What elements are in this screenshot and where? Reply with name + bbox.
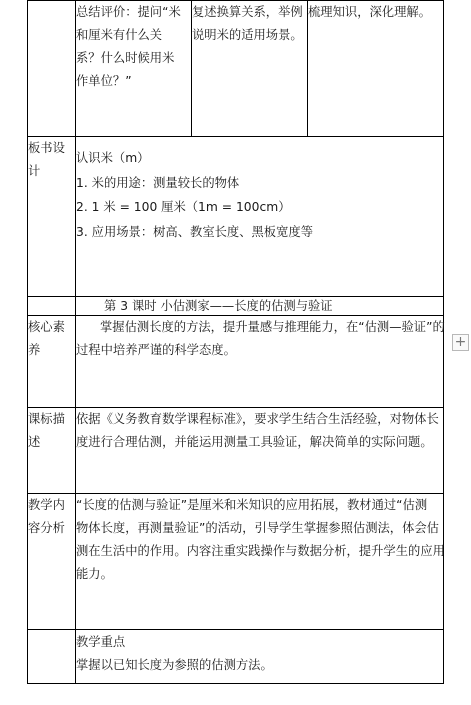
lesson-title: 第 3 课时 小估测家——长度的估测与验证 [76, 297, 444, 316]
core-line: 掌握估测长度的方法，提升量感与推理能力，在“估测—验证”的 [100, 320, 445, 334]
goal-line: 梳理知识，深化理解。 [308, 5, 431, 19]
focus-heading: 教学重点 [76, 635, 126, 649]
curriculum-standard-row [28, 408, 444, 494]
lesson-plan-table [27, 0, 444, 684]
evaluation-line: 系？什么时候用米 [76, 51, 175, 65]
board-line: 2. 1 米 = 100 厘米（1m = 100cm） [76, 200, 291, 214]
board-line: 3. 应用场景：树高、教室长度、黑板宽度等 [76, 224, 313, 239]
focus-text: 掌握以已知长度为参照的估测方法。 [76, 658, 273, 672]
lesson-title-row [28, 297, 444, 316]
purpose-cell [192, 1, 308, 137]
standard-line: 度进行合理估测，并能运用测量工具验证，解决简单的实际问题。 [76, 435, 433, 449]
board-line: 1. 米的用途：测量较长的物体 [76, 175, 240, 190]
content-analysis-content [76, 494, 444, 630]
purpose-line: 说明米的适用场景。 [192, 28, 303, 42]
curriculum-standard-content [76, 408, 444, 494]
content-analysis-label: 教学内 容分析 [28, 494, 76, 630]
analysis-line: “长度的估测与验证”是厘米和米知识的应用拓展，教材通过“估测 [76, 498, 428, 512]
evaluation-line: 和厘米有什么关 [76, 28, 163, 42]
evaluation-line: 总结评价：提问“米 [76, 5, 181, 19]
board-design-label: 板书设 计 [28, 137, 76, 297]
core-line: 过程中培养严谨的科学态度。 [76, 343, 236, 357]
purpose-line: 复述换算关系，举例 [192, 5, 303, 19]
analysis-line: 物体长度，再测量验证”的活动，引导学生掌握参照估测法，体会估 [76, 521, 439, 535]
board-design-content [76, 137, 444, 297]
empty-label-cell [28, 630, 76, 684]
add-row-button[interactable]: + [452, 334, 469, 351]
evaluation-line: 作单位？” [76, 74, 132, 88]
core-competency-row [28, 316, 444, 408]
core-competency-content [76, 316, 444, 408]
goal-cell [308, 1, 444, 137]
summary-row [28, 1, 444, 137]
curriculum-standard-label: 课标描 述 [28, 408, 76, 494]
standard-line: 依据《义务教育数学课程标准》，要求学生结合生活经验，对物体长 [76, 412, 439, 426]
core-competency-label: 核心素 养 [28, 316, 76, 408]
content-analysis-row [28, 494, 444, 630]
empty-label-cell [28, 1, 76, 137]
analysis-line: 能力。 [76, 567, 113, 581]
teaching-focus-content [76, 630, 444, 684]
analysis-line: 测在生活中的作用。内容注重实践操作与数据分析，提升学生的应用 [76, 544, 445, 558]
board-design-row [28, 137, 444, 297]
evaluation-cell [76, 1, 192, 137]
teaching-focus-row [28, 630, 444, 684]
board-line: 认识米（m） [76, 151, 150, 165]
empty-label-cell [28, 297, 76, 316]
